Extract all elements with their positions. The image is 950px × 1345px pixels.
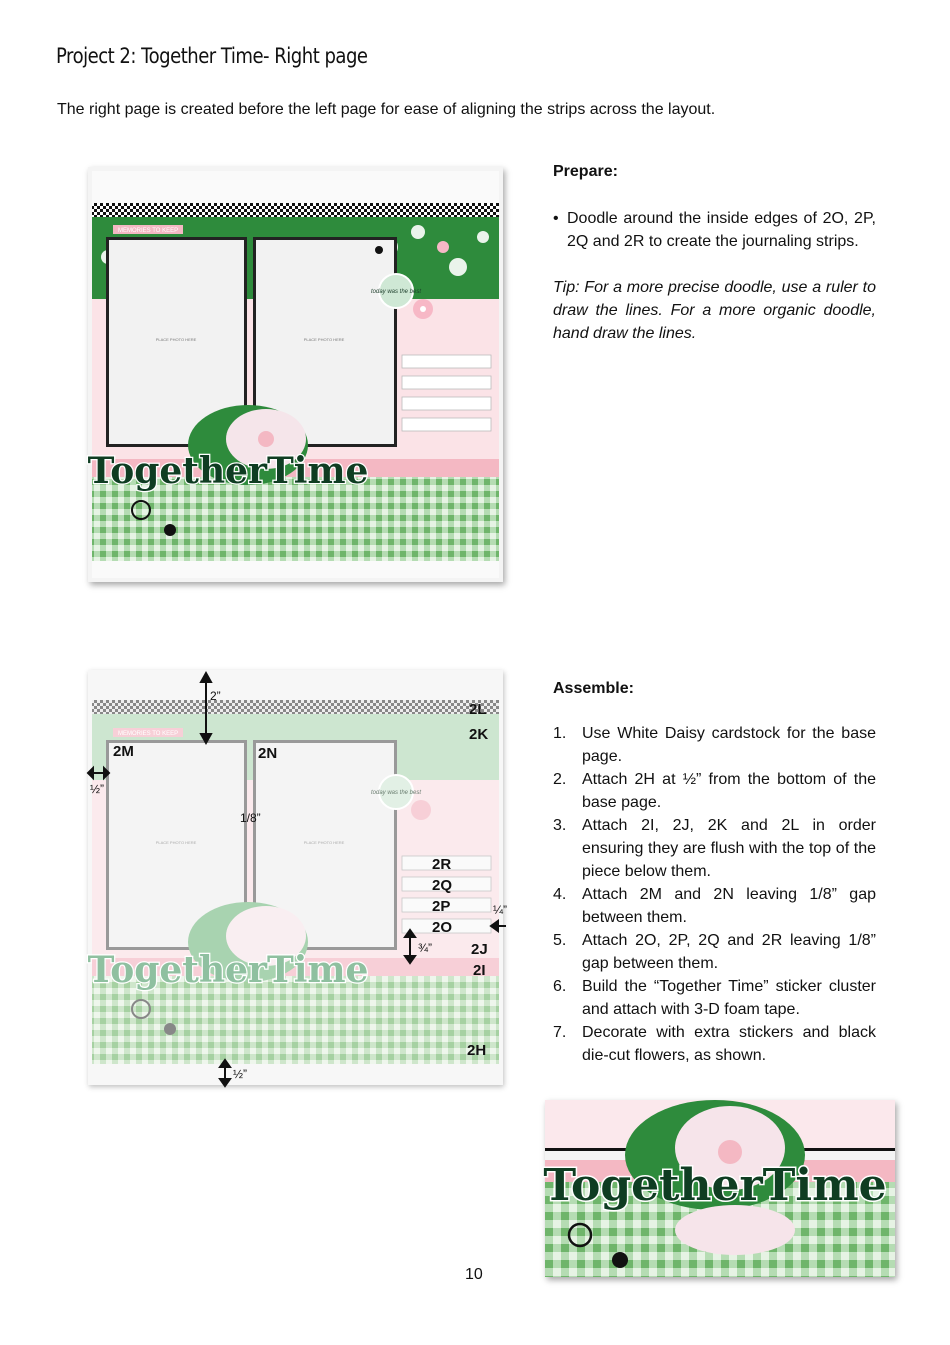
label-2L: 2L [469,701,487,718]
badge-text: today was the best [370,289,422,295]
title-art: TogetherTime [87,949,369,991]
layout-assembly-diagram [87,670,508,1085]
photo-placeholder: PLACE PHOTO HERE [155,337,197,342]
dim-left: ½” [90,782,105,796]
dim-gap: 1/8” [240,811,261,825]
layout-photo-finished [88,167,503,582]
prepare-heading: Prepare: [553,163,618,180]
label-2J: 2J [471,941,488,958]
label-2O: 2O [432,919,453,936]
step-item: 7. Decorate with extra stickers and black die-cut flowers, as shown. [553,1024,876,1064]
closeup-photo [545,1100,895,1277]
step-item: 1. Use White Daisy cardstock for the base page. [553,725,876,765]
photo-placeholder: PLACE PHOTO HERE [303,840,345,845]
photo-placeholder: PLACE PHOTO HERE [303,337,345,342]
label-2Q: 2Q [432,877,453,894]
label-2H: 2H [467,1042,487,1059]
assemble-steps [553,722,876,1067]
badge-text: today was the best [370,790,422,796]
label-2P: 2P [432,898,451,915]
title-art: TogetherTime [87,450,369,492]
step-item: 3. Attach 2I, 2J, 2K and 2L in order ensuring they are flush with the top of the piece below them. [553,817,876,880]
step-item: 6. Build the “Together Time” sticker cluster and attach with 3-D foam tape. [553,978,876,1018]
step-item: 5. Attach 2O, 2P, 2Q and 2R leaving 1/8” gap between them. [553,932,876,972]
page-number: 10 [465,1266,483,1283]
intro-text: The right page is created before the left page for ease of aligning the strips across the layout. [57,101,716,118]
label-2K: 2K [469,726,489,743]
prepare-bullet: • Doodle around the inside edges of 2O, 2P, 2Q and 2R to create the journaling strips. [553,207,876,253]
label-2M: 2M [113,743,134,760]
prepare-section [553,160,876,345]
dim-quarter: ¼” [493,903,508,917]
label-2R: 2R [432,856,452,873]
label-2I: 2I [473,962,486,979]
step-item: 2. Attach 2H at ½” from the bottom of the base page. [553,771,876,811]
dim-bottom: ½” [233,1067,248,1081]
label-2N: 2N [258,745,278,762]
banner-text: MEMORIES TO KEEP [118,228,179,234]
dim-top: 2” [210,689,221,703]
assemble-heading: Assemble: [553,680,634,697]
page-title: Project 2: Together Time- Right page [56,44,368,68]
photo-placeholder: PLACE PHOTO HERE [155,840,197,845]
assemble-section [553,677,876,1067]
banner-text: MEMORIES TO KEEP [118,731,179,737]
title-art: TogetherTime [543,1160,887,1211]
dim-three-quarter: ¾” [418,941,433,955]
step-item: 4. Attach 2M and 2N leaving 1/8” gap between them. [553,886,876,926]
prepare-tip: Tip: For a more precise doodle, use a ruler to draw the lines. For a more organic doodle, hand draw the lines. [553,279,876,342]
